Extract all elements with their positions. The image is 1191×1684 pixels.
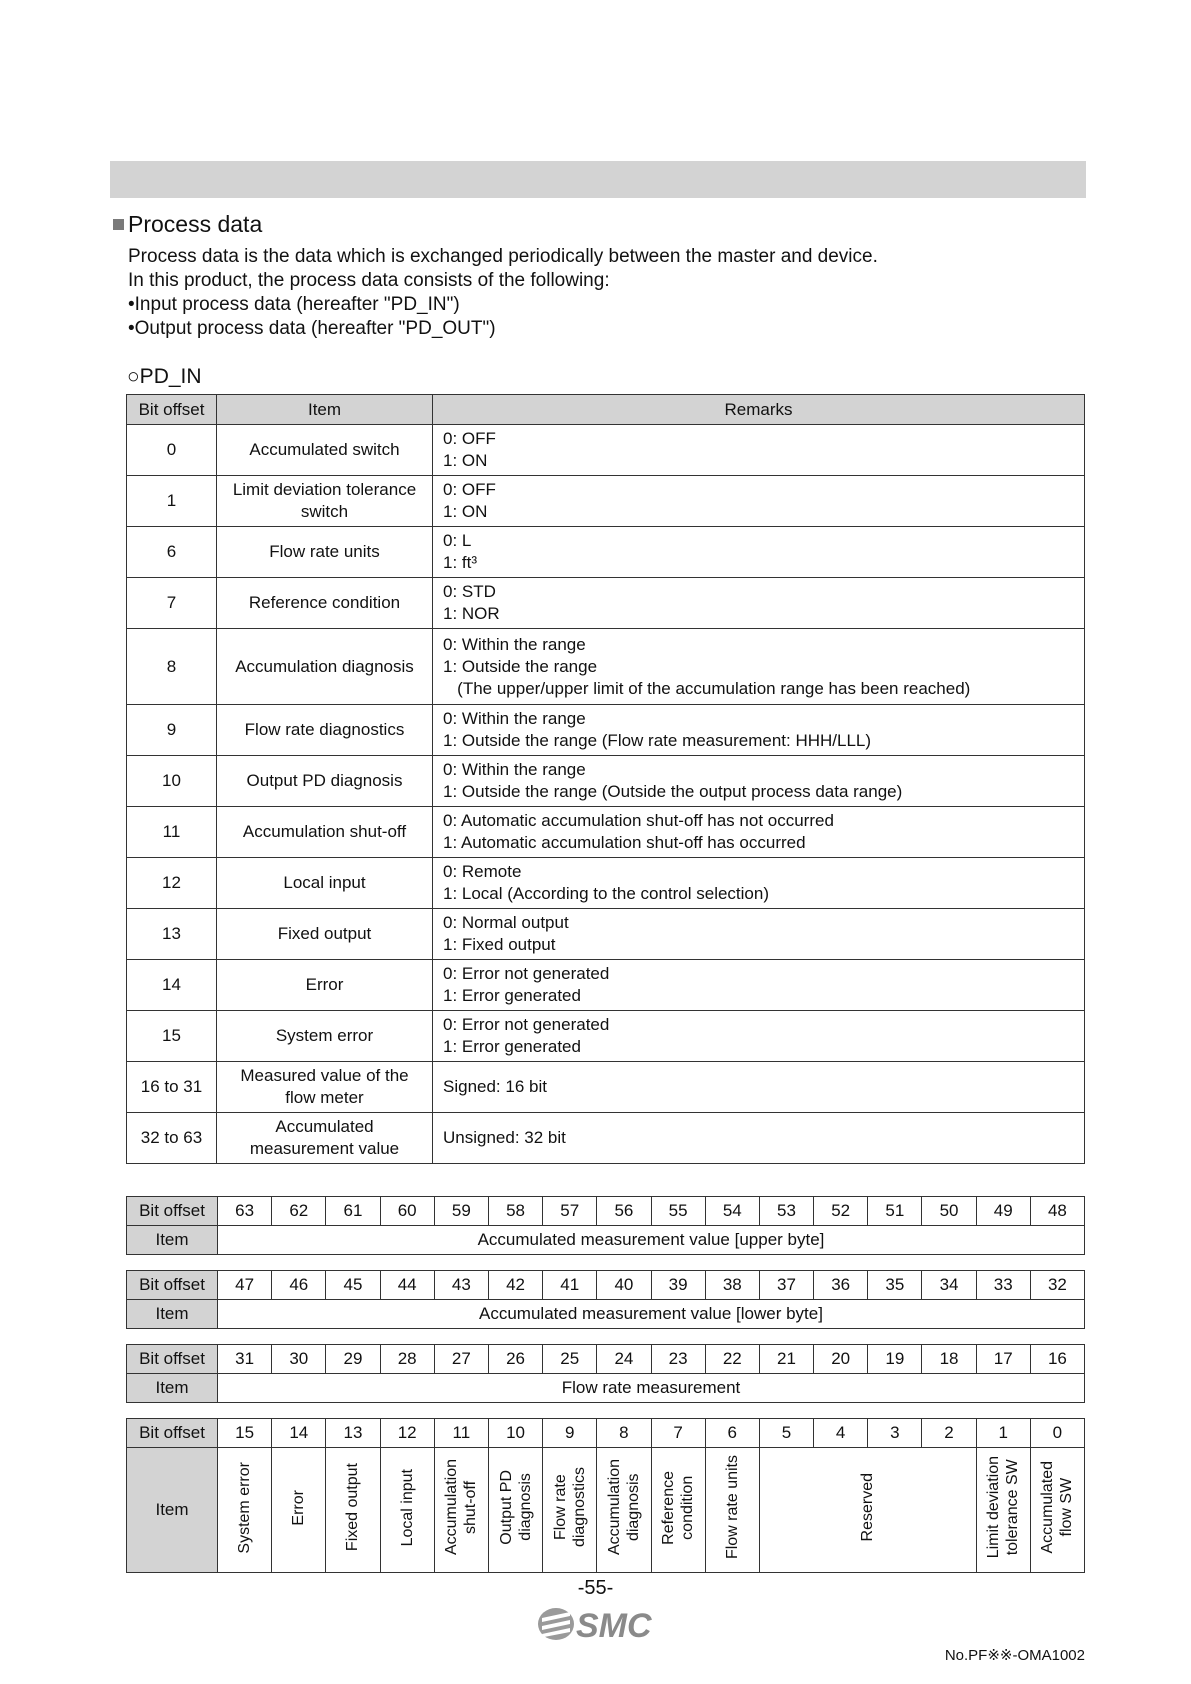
item-cell bbox=[217, 476, 433, 527]
bit-offset-row bbox=[127, 1197, 1085, 1226]
document-number: No.PF※※-OMA1002 bbox=[944, 1647, 1085, 1664]
bit-number-cell: 22 bbox=[705, 1345, 759, 1374]
bit-number-cell: 40 bbox=[597, 1271, 651, 1300]
vertical-item-line: Fixed output bbox=[344, 1463, 362, 1552]
header-remarks: Remarks bbox=[433, 395, 1085, 425]
remark-line: Signed: 16 bit bbox=[443, 1077, 547, 1096]
bit-number-cell: 14 bbox=[272, 1419, 326, 1448]
bit-offset-cell: 11 bbox=[127, 807, 217, 858]
remarks-cell bbox=[433, 425, 1085, 476]
bit-number-cell: 4 bbox=[814, 1419, 868, 1448]
bit-number-cell: 55 bbox=[651, 1197, 705, 1226]
remarks-cell bbox=[433, 960, 1085, 1011]
bit-number-cell: 7 bbox=[651, 1419, 705, 1448]
item-row bbox=[127, 1226, 1085, 1255]
item-cell bbox=[217, 909, 433, 960]
remark-line: 0: Normal output bbox=[443, 913, 569, 932]
vertical-item-line: flow SW bbox=[1058, 1478, 1076, 1537]
vertical-item-text bbox=[235, 1462, 254, 1554]
remarks-cell bbox=[433, 705, 1085, 756]
bit-offset-cell: 6 bbox=[127, 527, 217, 578]
bit-number-cell: 5 bbox=[759, 1419, 813, 1448]
vertical-item-cell bbox=[434, 1448, 488, 1573]
pd-in-title: ○PD_IN bbox=[127, 365, 202, 388]
item-line: Flow rate diagnostics bbox=[244, 720, 405, 739]
vertical-item-line: Reserved bbox=[859, 1473, 877, 1542]
bit-number-cell: 3 bbox=[868, 1419, 922, 1448]
vertical-item-cell bbox=[597, 1448, 651, 1573]
bit-offset-cell: 9 bbox=[127, 705, 217, 756]
bit-number-cell: 28 bbox=[380, 1345, 434, 1374]
remarks-cell bbox=[433, 909, 1085, 960]
vertical-item-text bbox=[289, 1490, 308, 1526]
vertical-item-line: diagnosis bbox=[624, 1473, 642, 1542]
bit-offset-cell: 1 bbox=[127, 476, 217, 527]
remarks-cell bbox=[433, 1011, 1085, 1062]
item-line: Accumulation shut-off bbox=[242, 822, 407, 841]
table-row bbox=[127, 960, 1085, 1011]
bit-number-cell: 13 bbox=[326, 1419, 380, 1448]
vertical-item-line: tolerance SW bbox=[1004, 1459, 1022, 1556]
remark-line: 1: ON bbox=[443, 502, 488, 521]
remark-line: 0: Automatic accumulation shut-off has not occurred bbox=[443, 811, 834, 830]
table-row bbox=[127, 858, 1085, 909]
bit-number-cell: 60 bbox=[380, 1197, 434, 1226]
item-line: Error bbox=[305, 975, 344, 994]
logo-text: SMC bbox=[576, 1607, 652, 1644]
page-number: -55- bbox=[577, 1577, 614, 1599]
item-row bbox=[127, 1374, 1085, 1403]
vertical-item-cell bbox=[976, 1448, 1030, 1573]
span-item-cell: Accumulated measurement value [upper byte] bbox=[218, 1226, 1085, 1255]
vertical-item-cell bbox=[326, 1448, 380, 1573]
table-header-row bbox=[127, 395, 1085, 425]
vertical-item-cell bbox=[488, 1448, 542, 1573]
intro-text bbox=[128, 245, 878, 341]
vertical-item-line: Limit deviation bbox=[985, 1456, 1003, 1559]
bit-number-cell: 47 bbox=[218, 1271, 272, 1300]
remark-line: 0: Within the range bbox=[443, 709, 586, 728]
item-line: Output PD diagnosis bbox=[246, 771, 403, 790]
item-cell bbox=[217, 629, 433, 705]
pd-in-table bbox=[126, 394, 1085, 1164]
bit-number-cell: 24 bbox=[597, 1345, 651, 1374]
intro-line: •Input process data (hereafter "PD_IN") bbox=[128, 294, 460, 315]
item-line: Reference condition bbox=[248, 593, 401, 612]
vertical-item-cell bbox=[543, 1448, 597, 1573]
bitmap-table-flow-rate bbox=[126, 1344, 1085, 1403]
remarks-cell bbox=[433, 578, 1085, 629]
remark-line: 0: OFF bbox=[443, 480, 496, 499]
item-line: Accumulation diagnosis bbox=[235, 656, 414, 676]
table-row bbox=[127, 578, 1085, 629]
bit-number-cell: 30 bbox=[272, 1345, 326, 1374]
remark-line: 1: Local (According to the control selection) bbox=[443, 884, 770, 903]
table-row bbox=[127, 476, 1085, 527]
vertical-item-text bbox=[343, 1463, 362, 1551]
bit-number-cell: 9 bbox=[543, 1419, 597, 1448]
intro-line: Process data is the data which is exchanged periodically between the master and device. bbox=[128, 246, 878, 267]
bit-number-cell: 23 bbox=[651, 1345, 705, 1374]
remark-line: 1: Outside the range (Outside the output process data range) bbox=[443, 782, 903, 801]
square-bullet-icon bbox=[113, 219, 124, 230]
pd-in-body bbox=[127, 425, 1085, 1164]
vertical-item-line: shut-off bbox=[462, 1480, 480, 1535]
bit-offset-row bbox=[127, 1419, 1085, 1448]
bit-number-cell: 57 bbox=[543, 1197, 597, 1226]
item-cell bbox=[217, 705, 433, 756]
bit-number-cell: 29 bbox=[326, 1345, 380, 1374]
remark-line: (The upper/upper limit of the accumulation range has been reached) bbox=[443, 678, 971, 698]
item-line: switch bbox=[300, 502, 349, 521]
bit-offset-label: Bit offset bbox=[127, 1271, 218, 1300]
item-line: Accumulated bbox=[275, 1117, 374, 1136]
bit-number-cell: 32 bbox=[1030, 1271, 1084, 1300]
bit-offset-cell: 8 bbox=[127, 629, 217, 705]
header-band bbox=[110, 161, 1086, 198]
item-row bbox=[127, 1300, 1085, 1329]
table-row bbox=[127, 909, 1085, 960]
bit-number-cell: 21 bbox=[759, 1345, 813, 1374]
bit-number-cell: 1 bbox=[976, 1419, 1030, 1448]
vertical-item-line: Flow rate bbox=[551, 1474, 569, 1541]
section-title: Process data bbox=[113, 210, 262, 238]
remarks-cell bbox=[433, 1113, 1085, 1164]
vertical-item-cell bbox=[651, 1448, 705, 1573]
remark-line: 0: Error not generated bbox=[443, 964, 610, 983]
bit-offset-cell: 14 bbox=[127, 960, 217, 1011]
remark-line: 1: NOR bbox=[443, 604, 500, 623]
bitmap-table-upper-byte bbox=[126, 1196, 1085, 1255]
remark-line: Unsigned: 32 bit bbox=[443, 1128, 566, 1147]
bit-offset-cell: 13 bbox=[127, 909, 217, 960]
item-line: flow meter bbox=[285, 1088, 364, 1107]
vertical-item-text bbox=[605, 1459, 643, 1555]
bit-offset-cell: 16 to 31 bbox=[127, 1062, 217, 1113]
item-line: Measured value of the bbox=[240, 1066, 409, 1085]
bit-number-cell: 31 bbox=[218, 1345, 272, 1374]
bit-number-cell: 41 bbox=[543, 1271, 597, 1300]
vertical-item-text bbox=[551, 1467, 589, 1547]
bit-number-cell: 27 bbox=[434, 1345, 488, 1374]
vertical-item-line: diagnostics bbox=[570, 1467, 588, 1548]
bit-number-cell: 62 bbox=[272, 1197, 326, 1226]
remarks-cell bbox=[433, 858, 1085, 909]
item-cell bbox=[217, 807, 433, 858]
item-cell bbox=[217, 1011, 433, 1062]
bit-offset-cell: 12 bbox=[127, 858, 217, 909]
bitmap-table-lower-byte bbox=[126, 1270, 1085, 1329]
bit-number-cell: 16 bbox=[1030, 1345, 1084, 1374]
bit-number-cell: 6 bbox=[705, 1419, 759, 1448]
bit-number-cell: 8 bbox=[597, 1419, 651, 1448]
bit-number-cell: 54 bbox=[705, 1197, 759, 1226]
item-label: Item bbox=[127, 1448, 218, 1573]
header-item: Item bbox=[217, 395, 433, 425]
remark-line: 0: Within the range bbox=[443, 634, 586, 654]
bit-number-cell: 46 bbox=[272, 1271, 326, 1300]
span-item-cell: Flow rate measurement bbox=[218, 1374, 1085, 1403]
remark-line: 1: Outside the range (Flow rate measurement: HHH/LLL) bbox=[443, 731, 872, 750]
item-line: Flow rate units bbox=[269, 542, 380, 561]
vertical-item-cell bbox=[218, 1448, 272, 1573]
bit-number-cell: 33 bbox=[976, 1271, 1030, 1300]
vertical-item-text bbox=[858, 1473, 877, 1541]
bit-number-cell: 63 bbox=[218, 1197, 272, 1226]
vertical-item-line: Flow rate units bbox=[723, 1455, 741, 1560]
bit-number-cell: 48 bbox=[1030, 1197, 1084, 1226]
item-cell bbox=[217, 756, 433, 807]
bit-number-cell: 42 bbox=[488, 1271, 542, 1300]
remark-line: 0: L bbox=[443, 531, 472, 550]
table-row bbox=[127, 425, 1085, 476]
vertical-item-line: Output PD bbox=[497, 1470, 515, 1545]
bit-number-cell: 50 bbox=[922, 1197, 976, 1226]
vertical-item-cell bbox=[1030, 1448, 1084, 1573]
remark-line: 1: ft³ bbox=[443, 553, 478, 572]
vertical-item-text bbox=[442, 1459, 480, 1555]
bit-number-cell: 10 bbox=[488, 1419, 542, 1448]
bit-number-cell: 52 bbox=[814, 1197, 868, 1226]
vertical-item-text bbox=[497, 1470, 535, 1545]
remarks-cell bbox=[433, 756, 1085, 807]
table-row bbox=[127, 1113, 1085, 1164]
remark-line: 1: Error generated bbox=[443, 986, 581, 1005]
vertical-item-text bbox=[723, 1455, 742, 1559]
item-line: Local input bbox=[283, 873, 366, 892]
remark-line: 1: Fixed output bbox=[443, 935, 556, 954]
item-cell bbox=[217, 425, 433, 476]
bit-number-cell: 20 bbox=[814, 1345, 868, 1374]
bit-offset-cell: 15 bbox=[127, 1011, 217, 1062]
vertical-item-line: Error bbox=[290, 1489, 308, 1526]
item-cell bbox=[217, 527, 433, 578]
table-row bbox=[127, 629, 1085, 705]
item-line: Fixed output bbox=[277, 924, 372, 943]
intro-line: In this product, the process data consists of the following: bbox=[128, 270, 610, 291]
bit-number-cell: 2 bbox=[922, 1419, 976, 1448]
vertical-item-cell bbox=[272, 1448, 326, 1573]
vertical-item-line: condition bbox=[679, 1475, 697, 1540]
bit-number-cell: 38 bbox=[705, 1271, 759, 1300]
bit-number-cell: 36 bbox=[814, 1271, 868, 1300]
item-label: Item bbox=[127, 1374, 218, 1403]
table-row bbox=[127, 1011, 1085, 1062]
bit-number-cell: 37 bbox=[759, 1271, 813, 1300]
bit-number-cell: 11 bbox=[434, 1419, 488, 1448]
vertical-item-line: Accumulated bbox=[1039, 1461, 1057, 1554]
bit-offset-label: Bit offset bbox=[127, 1419, 218, 1448]
remarks-cell bbox=[433, 629, 1085, 705]
bit-number-cell: 26 bbox=[488, 1345, 542, 1374]
header-bit-offset: Bit offset bbox=[127, 395, 217, 425]
bit-number-cell: 51 bbox=[868, 1197, 922, 1226]
intro-line: •Output process data (hereafter "PD_OUT") bbox=[128, 318, 496, 339]
item-label: Item bbox=[127, 1300, 218, 1329]
remarks-cell bbox=[433, 527, 1085, 578]
span-item-cell: Accumulated measurement value [lower byte] bbox=[218, 1300, 1085, 1329]
bit-offset-cell: 7 bbox=[127, 578, 217, 629]
item-cell bbox=[217, 960, 433, 1011]
vertical-item-text bbox=[1038, 1461, 1076, 1554]
bit-number-cell: 39 bbox=[651, 1271, 705, 1300]
bit-number-cell: 0 bbox=[1030, 1419, 1084, 1448]
bit-number-cell: 43 bbox=[434, 1271, 488, 1300]
vertical-item-line: Local input bbox=[398, 1468, 416, 1547]
vertical-item-line: System error bbox=[236, 1461, 254, 1554]
vertical-item-text bbox=[659, 1471, 697, 1545]
remarks-cell bbox=[433, 476, 1085, 527]
bit-offset-cell: 10 bbox=[127, 756, 217, 807]
item-row bbox=[127, 1448, 1085, 1573]
item-cell bbox=[217, 578, 433, 629]
remark-line: 0: OFF bbox=[443, 429, 496, 448]
vertical-item-line: diagnosis bbox=[516, 1473, 534, 1542]
table-row bbox=[127, 807, 1085, 858]
remark-line: 0: Remote bbox=[443, 862, 522, 881]
bit-number-cell: 58 bbox=[488, 1197, 542, 1226]
bit-number-cell: 35 bbox=[868, 1271, 922, 1300]
item-cell bbox=[217, 1062, 433, 1113]
remarks-cell bbox=[433, 1062, 1085, 1113]
bit-number-cell: 12 bbox=[380, 1419, 434, 1448]
bit-offset-cell: 0 bbox=[127, 425, 217, 476]
item-cell bbox=[217, 858, 433, 909]
smc-logo bbox=[536, 1604, 666, 1644]
table-row bbox=[127, 527, 1085, 578]
vertical-item-line: Accumulation bbox=[605, 1459, 623, 1556]
table-row bbox=[127, 705, 1085, 756]
bit-number-cell: 59 bbox=[434, 1197, 488, 1226]
bit-offset-label: Bit offset bbox=[127, 1345, 218, 1374]
bit-number-cell: 56 bbox=[597, 1197, 651, 1226]
bit-number-cell: 44 bbox=[380, 1271, 434, 1300]
vertical-item-text bbox=[398, 1469, 417, 1546]
vertical-item-cell bbox=[759, 1448, 976, 1573]
remark-line: 1: Error generated bbox=[443, 1037, 581, 1056]
bit-number-cell: 34 bbox=[922, 1271, 976, 1300]
bit-number-cell: 25 bbox=[543, 1345, 597, 1374]
bit-number-cell: 17 bbox=[976, 1345, 1030, 1374]
remark-line: 1: ON bbox=[443, 451, 488, 470]
bit-offset-label: Bit offset bbox=[127, 1197, 218, 1226]
bit-offset-row bbox=[127, 1345, 1085, 1374]
bit-number-cell: 15 bbox=[218, 1419, 272, 1448]
bit-number-cell: 18 bbox=[922, 1345, 976, 1374]
item-line: measurement value bbox=[249, 1139, 400, 1158]
item-label: Item bbox=[127, 1226, 218, 1255]
bitmap-table-status-bits bbox=[126, 1418, 1085, 1573]
item-line: Limit deviation tolerance bbox=[232, 480, 417, 499]
bit-offset-cell: 32 to 63 bbox=[127, 1113, 217, 1164]
vertical-item-line: Accumulation bbox=[443, 1459, 461, 1556]
bit-number-cell: 61 bbox=[326, 1197, 380, 1226]
table-row bbox=[127, 1062, 1085, 1113]
bit-number-cell: 19 bbox=[868, 1345, 922, 1374]
vertical-item-text bbox=[984, 1456, 1022, 1558]
remark-line: 0: STD bbox=[443, 582, 496, 601]
bit-number-cell: 53 bbox=[759, 1197, 813, 1226]
vertical-item-line: Reference bbox=[660, 1470, 678, 1545]
bit-number-cell: 45 bbox=[326, 1271, 380, 1300]
remark-line: 1: Outside the range bbox=[443, 656, 598, 676]
item-cell bbox=[217, 1113, 433, 1164]
table-row bbox=[127, 756, 1085, 807]
remarks-cell bbox=[433, 807, 1085, 858]
item-line: Accumulated switch bbox=[249, 440, 400, 459]
bit-offset-row bbox=[127, 1271, 1085, 1300]
remark-line: 0: Within the range bbox=[443, 760, 586, 779]
vertical-item-cell bbox=[380, 1448, 434, 1573]
remark-line: 1: Automatic accumulation shut-off has occurred bbox=[443, 833, 806, 852]
vertical-item-cell bbox=[705, 1448, 759, 1573]
remark-line: 0: Error not generated bbox=[443, 1015, 610, 1034]
item-line: System error bbox=[275, 1026, 374, 1045]
bit-number-cell: 49 bbox=[976, 1197, 1030, 1226]
